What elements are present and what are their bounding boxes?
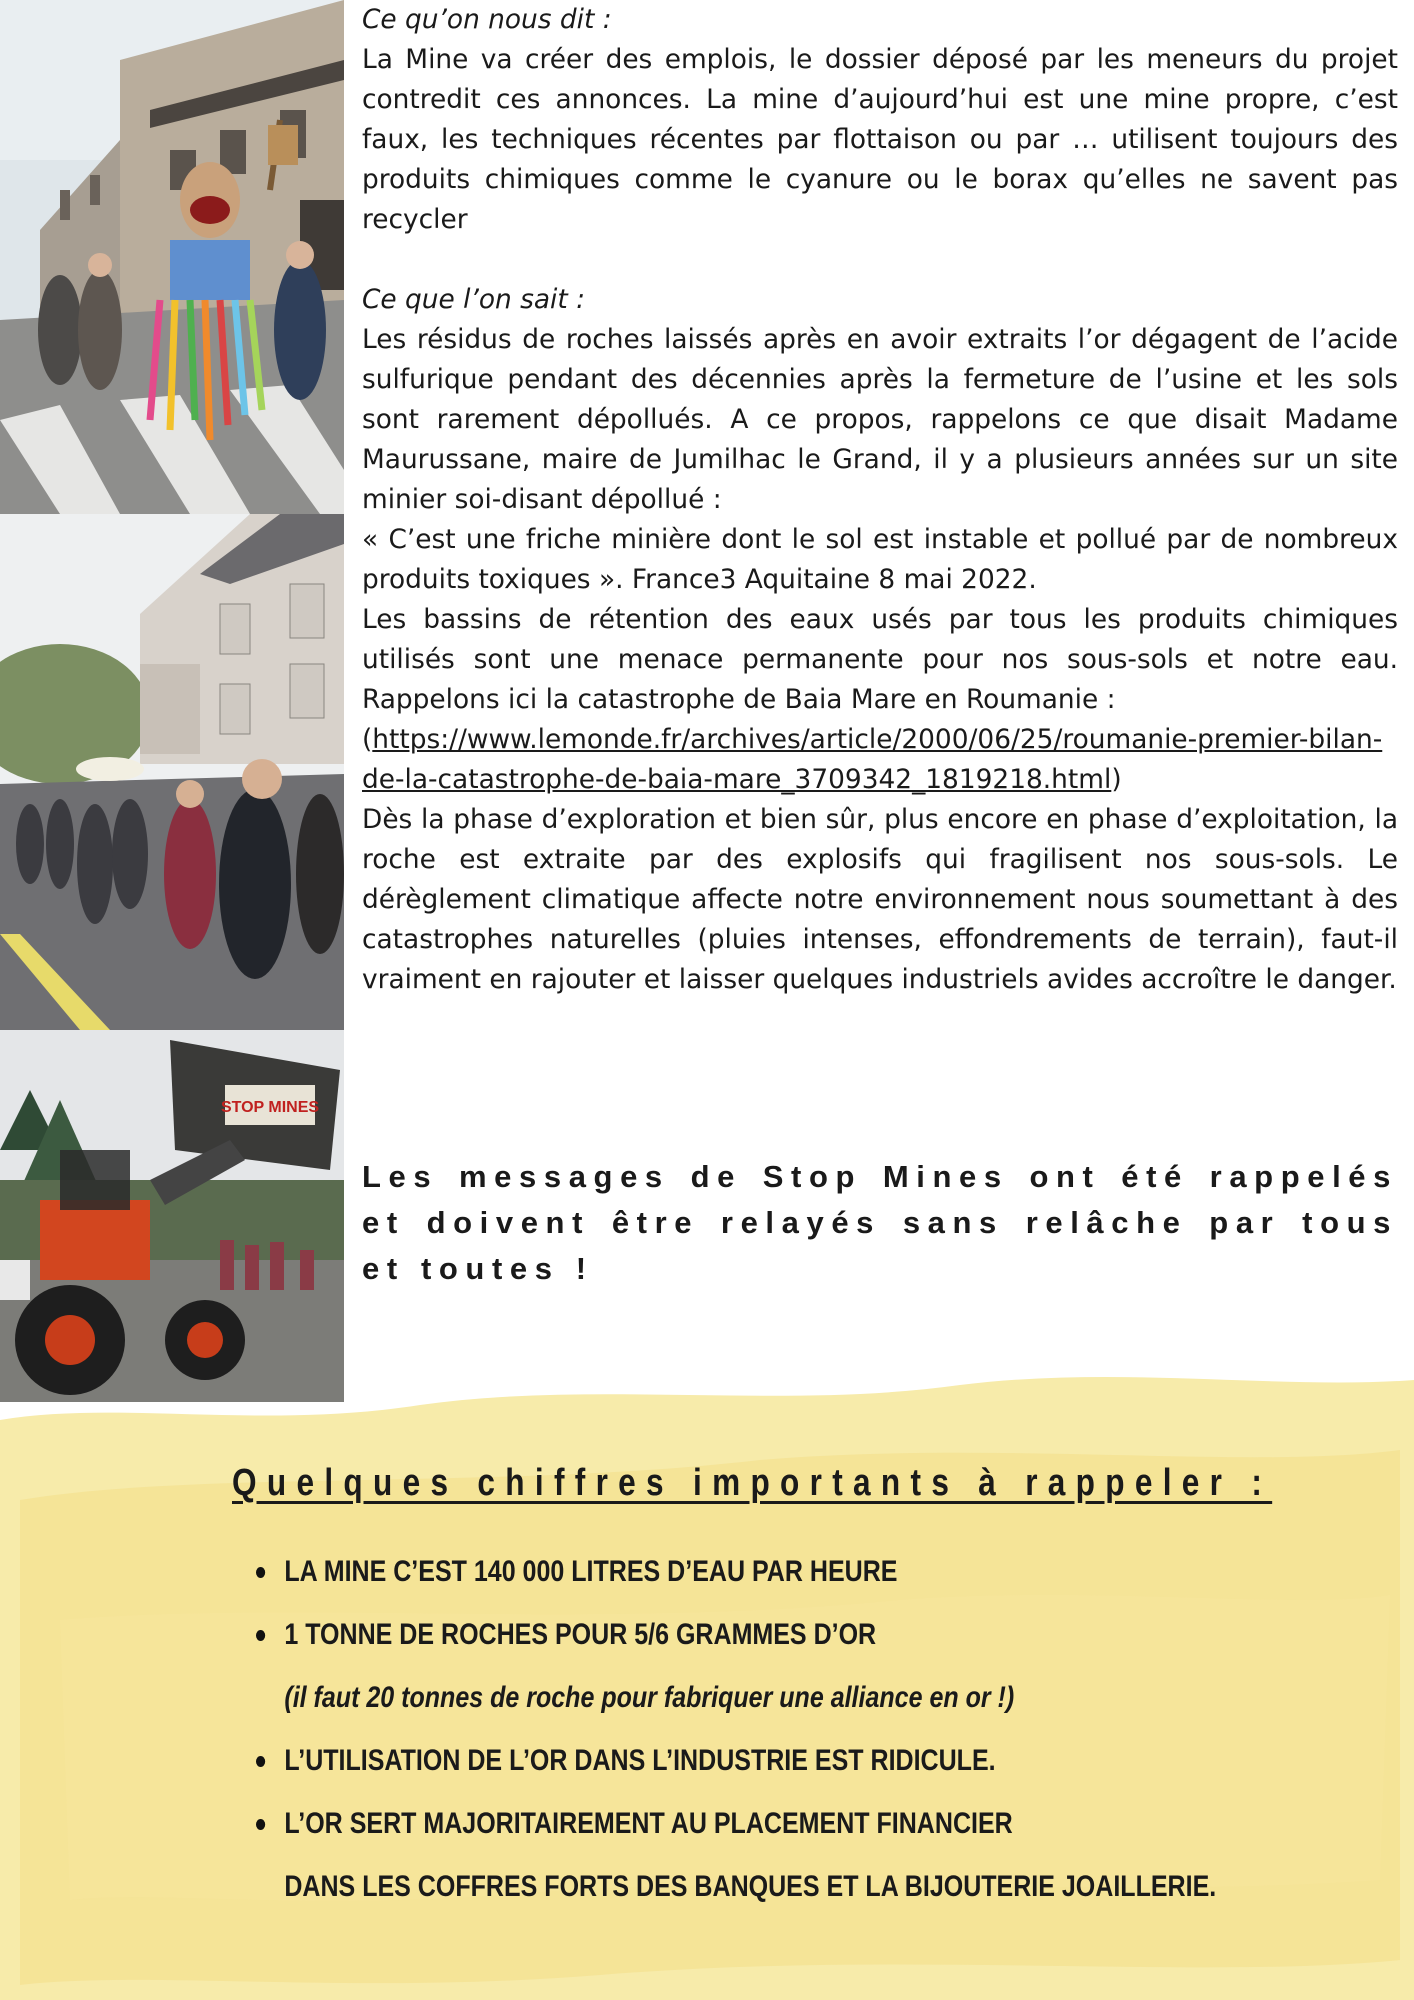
key-figure-item [256, 1603, 1123, 1666]
paragraph-explosives: Dès la phase d’exploration et bien sûr, plus encore en phase d’exploitation, la roche est extraite par des explosifs qui fragilisent nos sous-sols. Le dérèglement climatique affecte notre environnement nous soumettant à des catastrophes naturelles (pluies intenses, effondrements de terrain), faut-il vraiment en rajouter et laisser quelques industriels avides accroître le danger. [362, 804, 1398, 995]
tractor-banner-photo [0, 1030, 344, 1402]
bullet-icon [256, 1756, 265, 1767]
paragraph-basins: Les bassins de rétention des eaux usés par tous les produits chimiques utilisés sont une menace permanente pour nos sous-sols et notre eau. Rappelons ici la catastrophe de Baia Mare en Roumanie : [362, 604, 1398, 715]
quote-mayor: « C’est une friche minière dont le sol est instable et pollué par de nombreux produits toxiques ». France3 Aquitaine 8 mai 2022. [362, 524, 1398, 595]
key-figure-item [256, 1666, 1123, 1729]
parade-puppet-photo [0, 0, 344, 514]
key-figure-item [256, 1792, 1123, 1855]
section-heading-what-we-know: Ce que l’on sait : [362, 284, 586, 315]
stop-mines-slogan: Les messages de Stop Mines ont été rappelés et doivent être relayés sans relâche par tous et toutes ! [362, 1159, 1398, 1286]
link-paragraph: (https://www.lemonde.fr/archives/article/2000/06/25/roumanie-premier-bilan-de-la-catastrophe-de-baia-mare_3709342_1819218.html) [362, 724, 1383, 795]
key-figure-item [256, 1855, 1217, 1918]
key-figure-text: (il faut 20 tonnes de roche pour fabriquer une alliance en or !) [284, 1681, 1015, 1714]
section-body-what-we-are-told: La Mine va créer des emplois, le dossier déposé par les meneurs du projet contredit ces annonces. La mine d’aujourd’hui est une mine propre, c’est faux, les techniques récentes par flottaison ou par … utilisent toujours des produits chimiques comme le cyanure ou le borax qu’elles ne savent pas recycler [362, 44, 1398, 235]
section-heading-what-we-are-told: Ce qu’on nous dit : [362, 4, 612, 35]
svg-text:STOP MINES: STOP MINES [220, 1099, 320, 1116]
key-figure-text: LA MINE C’EST 140 000 LITRES D’EAU PAR HEURE [284, 1555, 898, 1588]
key-figure-item [256, 1540, 1123, 1603]
march-crowd-photo [0, 514, 344, 1030]
baia-mare-link[interactable]: https://www.lemonde.fr/archives/article/2000/06/25/roumanie-premier-bilan-de-la-catastrophe-de-baia-mare_3709342_1819218.html [362, 724, 1383, 795]
key-figure-item [256, 1729, 1123, 1792]
key-figures-title: Quelques chiffres importants à rappeler : [232, 1462, 1273, 1504]
key-figure-text: DANS LES COFFRES FORTS DES BANQUES ET LA BIJOUTERIE JOAILLERIE. [284, 1870, 1217, 1903]
bullet-icon [256, 1567, 265, 1578]
article-text [362, 0, 1398, 1000]
bullet-icon [256, 1819, 265, 1830]
key-figure-text: L’UTILISATION DE L’OR DANS L’INDUSTRIE EST RIDICULE. [284, 1744, 996, 1777]
bullet-icon [256, 1630, 265, 1641]
paragraph-residues: Les résidus de roches laissés après en avoir extraits l’or dégagent de l’acide sulfurique pendant des décennies après la fermeture de l’usine et les sols sont rarement dépollués. A ce propos, rappelons ce que disait Madame Maurussane, maire de Jumilhac le Grand, il y a plusieurs années sur un site minier soi-disant dépollué : [362, 324, 1398, 515]
key-figure-text: 1 TONNE DE ROCHES POUR 5/6 GRAMMES D’OR [284, 1618, 877, 1651]
key-figure-text: L’OR SERT MAJORITAIREMENT AU PLACEMENT FINANCIER [284, 1807, 1013, 1840]
key-figures-list [256, 1540, 1217, 1918]
